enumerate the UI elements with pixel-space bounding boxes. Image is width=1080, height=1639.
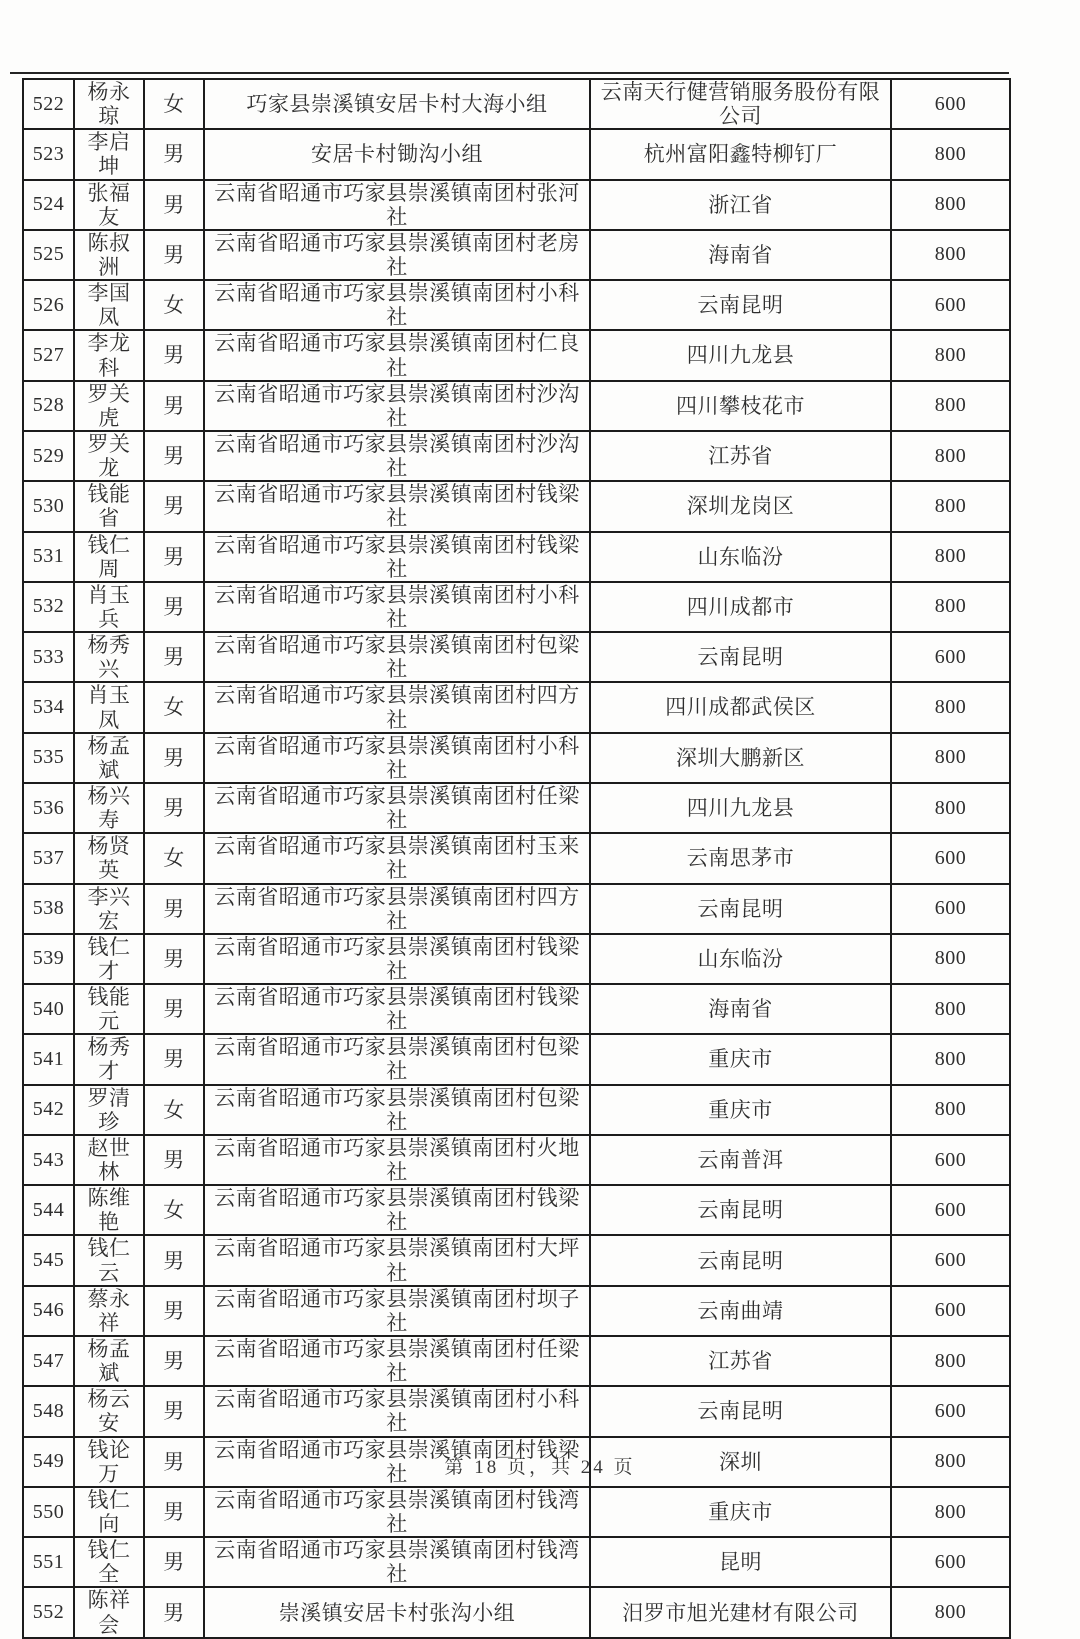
cell-address: 云南省昭通市巧家县崇溪镇南团村仁良社: [204, 330, 590, 380]
cell-amount: 600: [891, 884, 1010, 934]
cell-name: 杨秀才: [74, 1034, 144, 1084]
cell-no: 548: [23, 1386, 74, 1436]
cell-name: 钱能元: [74, 984, 144, 1034]
cell-destination: 山东临汾: [590, 934, 891, 984]
table-row: [23, 733, 1010, 783]
cell-amount: 800: [891, 532, 1010, 582]
cell-destination: 云南昆明: [590, 1386, 891, 1436]
roster-table: [22, 78, 1011, 1639]
cell-address: 云南省昭通市巧家县崇溪镇南团村包梁社: [204, 632, 590, 682]
cell-address: 云南省昭通市巧家县崇溪镇南团村玉来社: [204, 833, 590, 883]
cell-address: 云南省昭通市巧家县崇溪镇南团村小科社: [204, 1386, 590, 1436]
cell-name: 李启坤: [74, 129, 144, 179]
table-row: [23, 984, 1010, 1034]
cell-no: 528: [23, 381, 74, 431]
cell-destination: 云南昆明: [590, 1235, 891, 1285]
cell-gender: 男: [144, 1336, 204, 1386]
table-row: [23, 934, 1010, 984]
cell-destination: 云南思茅市: [590, 833, 891, 883]
cell-gender: 男: [144, 381, 204, 431]
cell-destination: 深圳龙岗区: [590, 481, 891, 531]
table-row: [23, 431, 1010, 481]
cell-gender: 男: [144, 934, 204, 984]
cell-no: 546: [23, 1286, 74, 1336]
table-row: [23, 1235, 1010, 1285]
cell-name: 罗关龙: [74, 431, 144, 481]
cell-address: 安居卡村锄沟小组: [204, 129, 590, 179]
cell-address: 云南省昭通市巧家县崇溪镇南团村沙沟社: [204, 431, 590, 481]
cell-address: 云南省昭通市巧家县崇溪镇南团村钱梁社: [204, 481, 590, 531]
cell-no: 533: [23, 632, 74, 682]
cell-no: 523: [23, 129, 74, 179]
cell-destination: 云南普洱: [590, 1135, 891, 1185]
cell-address: 云南省昭通市巧家县崇溪镇南团村张河社: [204, 180, 590, 230]
cell-amount: 800: [891, 381, 1010, 431]
cell-no: 535: [23, 733, 74, 783]
cell-no: 525: [23, 230, 74, 280]
cell-name: 陈祥会: [74, 1587, 144, 1637]
cell-no: 542: [23, 1085, 74, 1135]
cell-no: 540: [23, 984, 74, 1034]
cell-gender: 男: [144, 230, 204, 280]
cell-destination: 云南昆明: [590, 884, 891, 934]
cell-destination: 江苏省: [590, 1336, 891, 1386]
cell-name: 罗关虎: [74, 381, 144, 431]
cell-amount: 800: [891, 1487, 1010, 1537]
table-row: [23, 884, 1010, 934]
table-row: [23, 783, 1010, 833]
cell-no: 545: [23, 1235, 74, 1285]
cell-amount: 800: [891, 481, 1010, 531]
cell-name: 杨秀兴: [74, 632, 144, 682]
cell-address: 云南省昭通市巧家县崇溪镇南团村四方社: [204, 884, 590, 934]
cell-destination: 重庆市: [590, 1034, 891, 1084]
cell-gender: 男: [144, 783, 204, 833]
cell-no: 530: [23, 481, 74, 531]
cell-destination: 汨罗市旭光建材有限公司: [590, 1587, 891, 1637]
cell-gender: 男: [144, 1386, 204, 1436]
cell-gender: 男: [144, 1487, 204, 1537]
cell-destination: 重庆市: [590, 1085, 891, 1135]
cell-destination: 四川攀枝花市: [590, 381, 891, 431]
cell-amount: 800: [891, 682, 1010, 732]
cell-address: 云南省昭通市巧家县崇溪镇南团村火地社: [204, 1135, 590, 1185]
cell-amount: 800: [891, 1587, 1010, 1637]
cell-no: 524: [23, 180, 74, 230]
table-row: [23, 481, 1010, 531]
cell-amount: 600: [891, 280, 1010, 330]
cell-gender: 男: [144, 984, 204, 1034]
cell-amount: 600: [891, 1386, 1010, 1436]
cell-gender: 女: [144, 1085, 204, 1135]
cell-no: 539: [23, 934, 74, 984]
cell-name: 陈维艳: [74, 1185, 144, 1235]
cell-amount: 600: [891, 1537, 1010, 1587]
cell-no: 529: [23, 431, 74, 481]
table-row: [23, 1185, 1010, 1235]
table-row: [23, 1034, 1010, 1084]
cell-gender: 男: [144, 632, 204, 682]
table-row: [23, 180, 1010, 230]
cell-no: 522: [23, 79, 74, 129]
page-number-footer: 第 18 页，共 24 页: [444, 1457, 636, 1478]
cell-no: 536: [23, 783, 74, 833]
cell-name: 钱仁才: [74, 934, 144, 984]
cell-name: 钱仁云: [74, 1235, 144, 1285]
cell-gender: 女: [144, 833, 204, 883]
cell-address: 云南省昭通市巧家县崇溪镇南团村四方社: [204, 682, 590, 732]
cell-name: 钱论万: [74, 1437, 144, 1487]
cell-amount: 600: [891, 833, 1010, 883]
cell-amount: 600: [891, 1286, 1010, 1336]
cell-destination: 云南昆明: [590, 280, 891, 330]
cell-gender: 女: [144, 1185, 204, 1235]
table-row: [23, 1135, 1010, 1185]
cell-destination: 海南省: [590, 230, 891, 280]
cell-address: 云南省昭通市巧家县崇溪镇南团村包梁社: [204, 1085, 590, 1135]
cell-amount: 800: [891, 934, 1010, 984]
cell-name: 李兴宏: [74, 884, 144, 934]
table-row: [23, 1085, 1010, 1135]
cell-amount: 600: [891, 1185, 1010, 1235]
cell-amount: 800: [891, 431, 1010, 481]
cell-destination: 云南天行健营销服务股份有限公司: [590, 79, 891, 129]
cell-name: 肖玉兵: [74, 582, 144, 632]
cell-gender: 男: [144, 1437, 204, 1487]
table-row: [23, 1487, 1010, 1537]
cell-gender: 男: [144, 330, 204, 380]
table-row: [23, 381, 1010, 431]
cell-address: 巧家县崇溪镇安居卡村大海小组: [204, 79, 590, 129]
cell-no: 550: [23, 1487, 74, 1537]
cell-address: 云南省昭通市巧家县崇溪镇南团村小科社: [204, 280, 590, 330]
cell-amount: 800: [891, 582, 1010, 632]
cell-address: 云南省昭通市巧家县崇溪镇南团村钱梁社: [204, 1185, 590, 1235]
cell-no: 551: [23, 1537, 74, 1587]
cell-name: 钱仁全: [74, 1537, 144, 1587]
cell-name: 蔡永祥: [74, 1286, 144, 1336]
cell-amount: 800: [891, 180, 1010, 230]
table-row: [23, 833, 1010, 883]
cell-no: 526: [23, 280, 74, 330]
cell-destination: 深圳大鹏新区: [590, 733, 891, 783]
table-row: [23, 280, 1010, 330]
cell-name: 杨孟斌: [74, 733, 144, 783]
cell-gender: 男: [144, 431, 204, 481]
cell-amount: 800: [891, 1085, 1010, 1135]
cell-no: 547: [23, 1336, 74, 1386]
cell-name: 钱仁周: [74, 532, 144, 582]
cell-address: 崇溪镇安居卡村张沟小组: [204, 1587, 590, 1637]
cell-name: 李国凤: [74, 280, 144, 330]
cell-gender: 女: [144, 79, 204, 129]
cell-amount: 800: [891, 984, 1010, 1034]
cell-gender: 男: [144, 884, 204, 934]
cell-destination: 山东临汾: [590, 532, 891, 582]
table-row: [23, 1336, 1010, 1386]
table-row: [23, 1587, 1010, 1637]
cell-destination: 四川成都市: [590, 582, 891, 632]
cell-amount: 800: [891, 733, 1010, 783]
cell-destination: 深圳: [590, 1437, 891, 1487]
cell-gender: 男: [144, 1537, 204, 1587]
cell-no: 537: [23, 833, 74, 883]
cell-no: 549: [23, 1437, 74, 1487]
cell-address: 云南省昭通市巧家县崇溪镇南团村沙沟社: [204, 381, 590, 431]
cell-destination: 四川成都武侯区: [590, 682, 891, 732]
table-row: [23, 79, 1010, 129]
cell-amount: 800: [891, 1437, 1010, 1487]
cell-name: 张福友: [74, 180, 144, 230]
cell-name: 李龙科: [74, 330, 144, 380]
cell-gender: 男: [144, 1034, 204, 1084]
cell-gender: 男: [144, 1135, 204, 1185]
cell-address: 云南省昭通市巧家县崇溪镇南团村坝子社: [204, 1286, 590, 1336]
cell-gender: 男: [144, 733, 204, 783]
cell-address: 云南省昭通市巧家县崇溪镇南团村钱梁社: [204, 984, 590, 1034]
cell-destination: 海南省: [590, 984, 891, 1034]
cell-destination: 浙江省: [590, 180, 891, 230]
cell-name: 杨永琼: [74, 79, 144, 129]
cell-destination: 云南昆明: [590, 632, 891, 682]
cell-address: 云南省昭通市巧家县崇溪镇南团村钱湾社: [204, 1537, 590, 1587]
cell-amount: 800: [891, 783, 1010, 833]
cell-address: 云南省昭通市巧家县崇溪镇南团村包梁社: [204, 1034, 590, 1084]
table-row: [23, 582, 1010, 632]
cell-address: 云南省昭通市巧家县崇溪镇南团村任梁社: [204, 1336, 590, 1386]
cell-destination: 云南曲靖: [590, 1286, 891, 1336]
cell-address: 云南省昭通市巧家县崇溪镇南团村小科社: [204, 582, 590, 632]
table-row: [23, 632, 1010, 682]
cell-name: 钱仁向: [74, 1487, 144, 1537]
cell-gender: 男: [144, 1286, 204, 1336]
cell-destination: 云南昆明: [590, 1185, 891, 1235]
cell-address: 云南省昭通市巧家县崇溪镇南团村钱湾社: [204, 1487, 590, 1537]
previous-page-table-edge: [10, 72, 1009, 74]
cell-amount: 800: [891, 330, 1010, 380]
cell-address: 云南省昭通市巧家县崇溪镇南团村大坪社: [204, 1235, 590, 1285]
cell-name: 杨贤英: [74, 833, 144, 883]
table-row: [23, 330, 1010, 380]
cell-amount: 600: [891, 79, 1010, 129]
cell-name: 杨云安: [74, 1386, 144, 1436]
cell-gender: 男: [144, 481, 204, 531]
cell-name: 杨孟斌: [74, 1336, 144, 1386]
cell-address: 云南省昭通市巧家县崇溪镇南团村老房社: [204, 230, 590, 280]
cell-gender: 男: [144, 180, 204, 230]
cell-gender: 男: [144, 532, 204, 582]
cell-amount: 800: [891, 129, 1010, 179]
cell-name: 陈叔洲: [74, 230, 144, 280]
cell-amount: 800: [891, 1034, 1010, 1084]
cell-amount: 600: [891, 632, 1010, 682]
cell-no: 538: [23, 884, 74, 934]
cell-gender: 男: [144, 1235, 204, 1285]
cell-gender: 男: [144, 129, 204, 179]
cell-no: 543: [23, 1135, 74, 1185]
cell-destination: 重庆市: [590, 1487, 891, 1537]
cell-address: 云南省昭通市巧家县崇溪镇南团村钱梁社: [204, 934, 590, 984]
table-row: [23, 1286, 1010, 1336]
table-row: [23, 682, 1010, 732]
cell-amount: 600: [891, 1235, 1010, 1285]
cell-no: 544: [23, 1185, 74, 1235]
cell-name: 肖玉凤: [74, 682, 144, 732]
cell-amount: 600: [891, 1135, 1010, 1185]
cell-name: 罗清珍: [74, 1085, 144, 1135]
table-row: [23, 532, 1010, 582]
cell-destination: 杭州富阳鑫特柳钉厂: [590, 129, 891, 179]
cell-destination: 江苏省: [590, 431, 891, 481]
cell-gender: 男: [144, 582, 204, 632]
cell-name: 赵世林: [74, 1135, 144, 1185]
cell-destination: 四川九龙县: [590, 783, 891, 833]
table-row: [23, 129, 1010, 179]
cell-gender: 女: [144, 280, 204, 330]
cell-no: 527: [23, 330, 74, 380]
cell-address: 云南省昭通市巧家县崇溪镇南团村钱梁社: [204, 532, 590, 582]
cell-no: 552: [23, 1587, 74, 1637]
cell-amount: 800: [891, 230, 1010, 280]
cell-address: 云南省昭通市巧家县崇溪镇南团村小科社: [204, 733, 590, 783]
table-row: [23, 230, 1010, 280]
cell-address: 云南省昭通市巧家县崇溪镇南团村任梁社: [204, 783, 590, 833]
table-row: [23, 1386, 1010, 1436]
cell-no: 534: [23, 682, 74, 732]
cell-amount: 800: [891, 1336, 1010, 1386]
cell-no: 532: [23, 582, 74, 632]
cell-name: 杨兴寿: [74, 783, 144, 833]
cell-gender: 女: [144, 682, 204, 732]
cell-gender: 男: [144, 1587, 204, 1637]
cell-destination: 昆明: [590, 1537, 891, 1587]
cell-no: 531: [23, 532, 74, 582]
cell-address: 云南省昭通市巧家县崇溪镇南团村钱梁社: [204, 1437, 590, 1487]
cell-no: 541: [23, 1034, 74, 1084]
cell-destination: 四川九龙县: [590, 330, 891, 380]
cell-name: 钱能省: [74, 481, 144, 531]
table-row: [23, 1537, 1010, 1587]
